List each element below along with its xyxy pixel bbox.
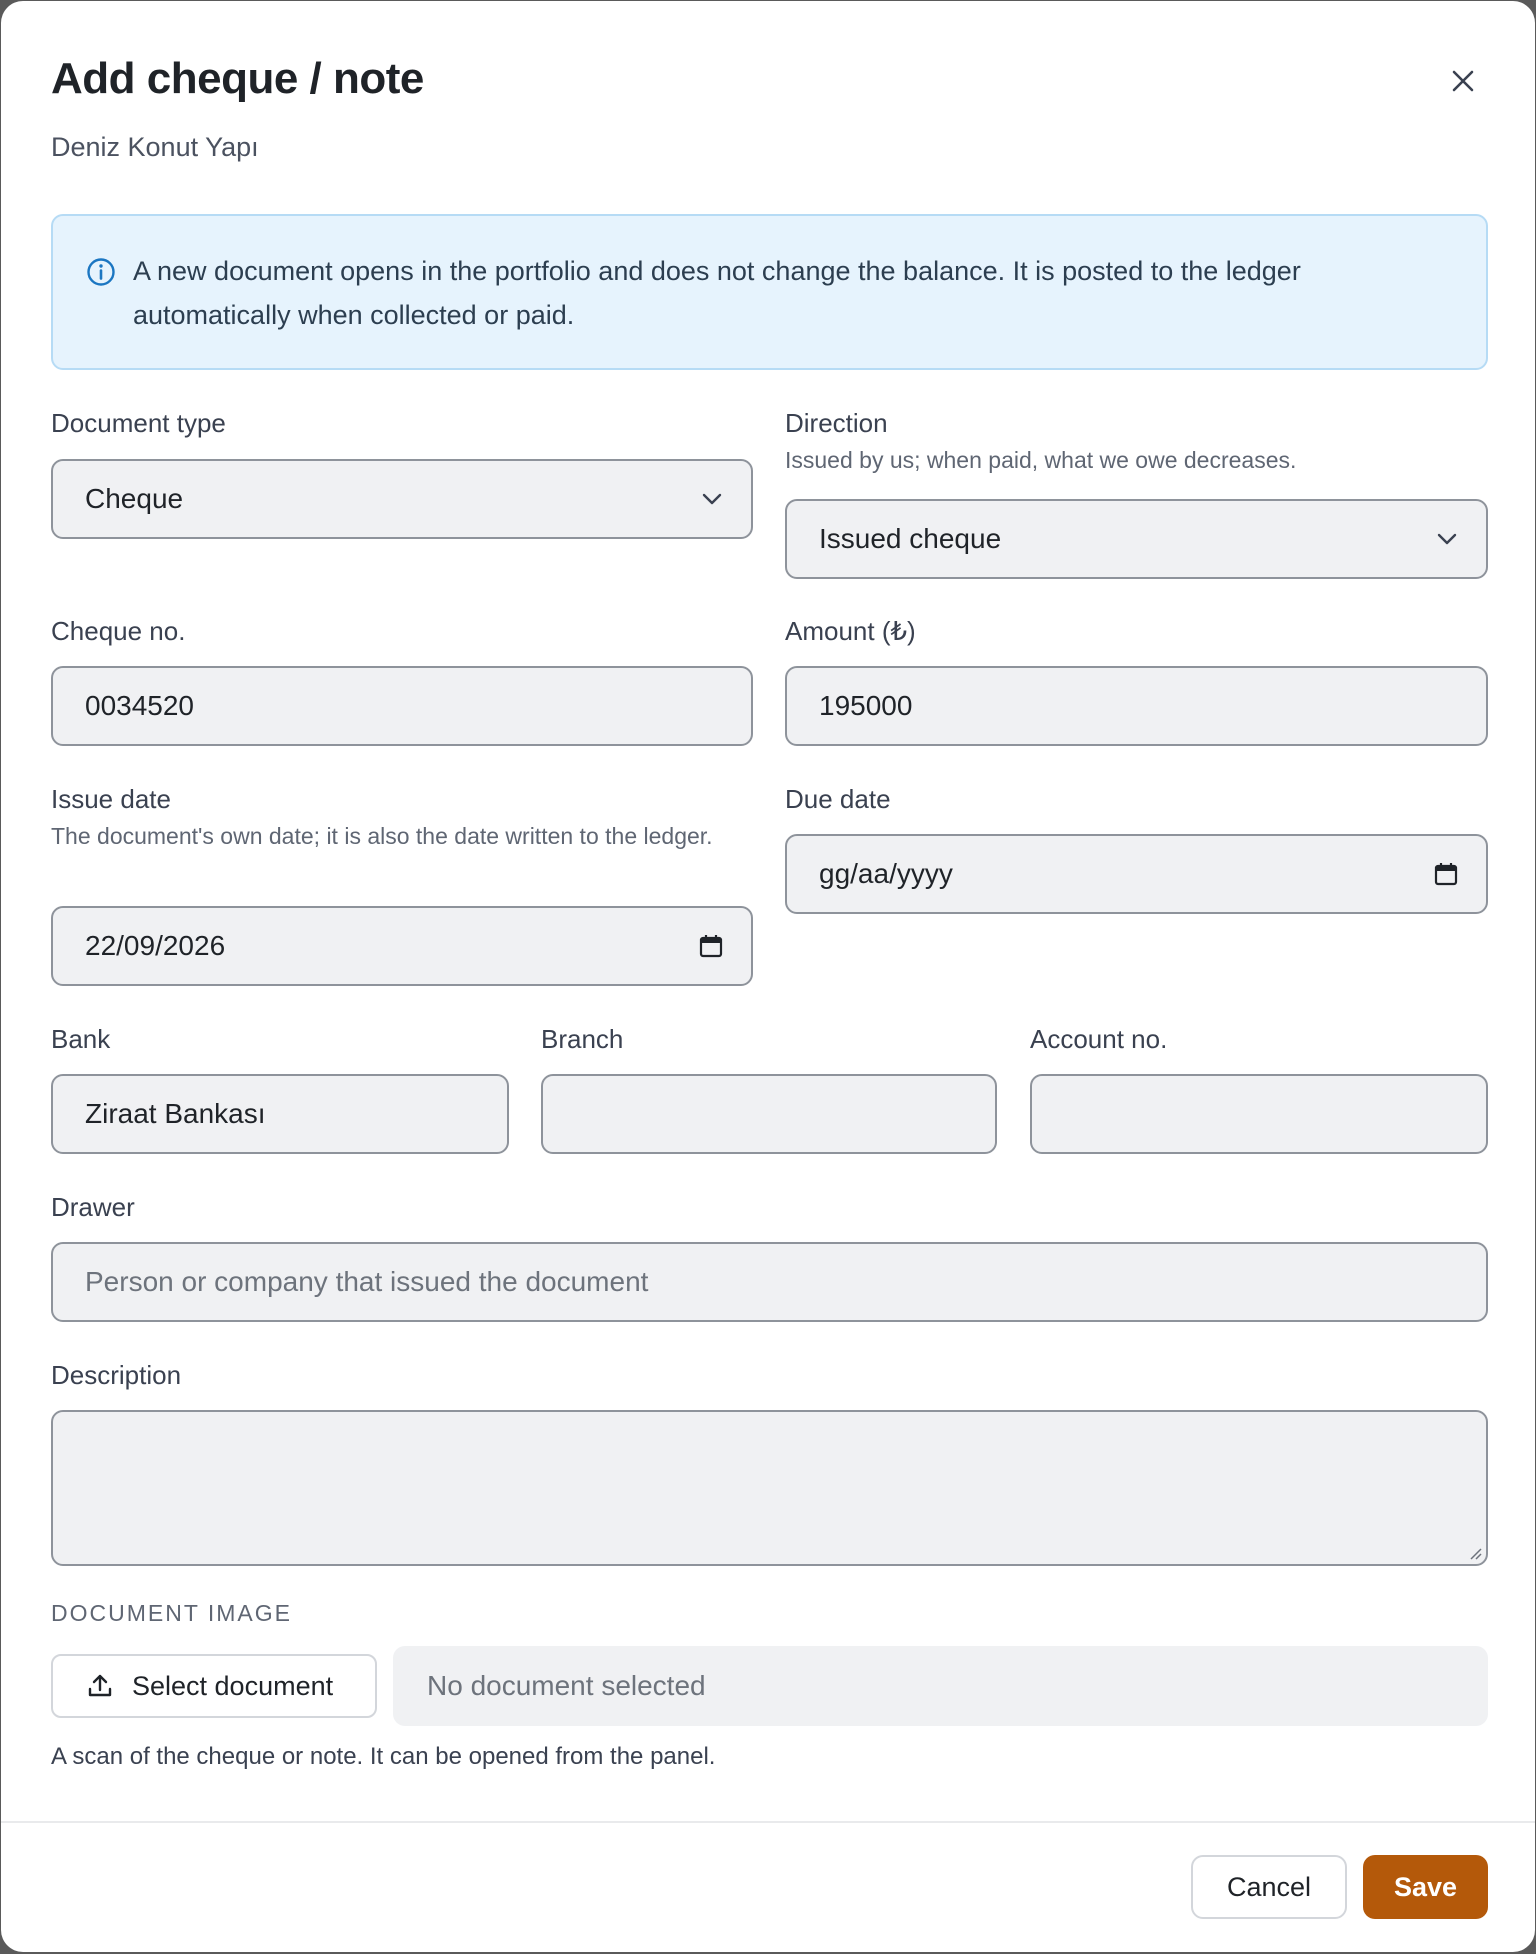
document-type-value: Cheque [85, 483, 184, 514]
amount-field [785, 614, 1488, 721]
dialog-title: Add cheque / note [51, 54, 424, 103]
due-date-field [785, 782, 1488, 889]
branch-input[interactable] [541, 1074, 997, 1154]
resize-handle-icon[interactable] [1468, 1546, 1482, 1560]
add-cheque-dialog [1, 1, 1535, 1952]
cheque-no-label: Cheque no. [51, 616, 186, 646]
account-no-input[interactable] [1030, 1074, 1488, 1154]
issue-date-label: Issue date [51, 784, 171, 814]
upload-icon [86, 1672, 114, 1700]
close-button[interactable] [1445, 63, 1481, 99]
dialog-header [51, 49, 1485, 165]
issue-date-hint: The document's own date; it is also the date written to the ledger. [51, 823, 713, 849]
info-icon [86, 257, 116, 287]
issue-date-field [51, 782, 753, 961]
info-text: A new document opens in the portfolio and does not change the balance. It is posted to the ledger automatically when collected or paid. [133, 256, 1301, 330]
document-image-title: DOCUMENT IMAGE [51, 1600, 292, 1626]
direction-field [785, 406, 1488, 554]
description-field [51, 1358, 1488, 1392]
cheque-no-field [51, 614, 753, 721]
bank-input[interactable] [51, 1074, 509, 1154]
cancel-button[interactable]: Cancel [1191, 1855, 1347, 1919]
calendar-icon[interactable] [699, 933, 723, 959]
bank-label: Bank [51, 1024, 111, 1054]
save-button[interactable]: Save [1363, 1855, 1488, 1919]
drawer-placeholder: Person or company that issued the document [85, 1266, 649, 1297]
drawer-label: Drawer [51, 1192, 135, 1222]
footer-divider [1, 1821, 1535, 1823]
description-textarea[interactable] [51, 1410, 1488, 1566]
amount-input[interactable] [785, 666, 1488, 746]
document-type-label: Document type [51, 408, 226, 438]
document-type-select[interactable] [51, 459, 753, 539]
chevron-down-icon [701, 492, 723, 506]
chevron-down-icon [1436, 532, 1458, 546]
document-image-hint: A scan of the cheque or note. It can be opened from the panel. [51, 1743, 716, 1770]
cheque-no-input[interactable] [51, 666, 753, 746]
direction-label: Direction [785, 408, 888, 438]
drawer-input[interactable] [51, 1242, 1488, 1322]
branch-field [541, 1022, 997, 1056]
drawer-field [51, 1190, 1488, 1297]
branch-label: Branch [541, 1024, 624, 1054]
select-document-label: Select document [132, 1670, 334, 1701]
due-date-input[interactable] [785, 834, 1488, 914]
issue-date-input[interactable] [51, 906, 753, 986]
description-label: Description [51, 1360, 182, 1390]
bank-field [51, 1022, 509, 1129]
document-type-field [51, 406, 753, 514]
dialog-subtitle: Deniz Konut Yapı [51, 132, 259, 162]
calendar-icon[interactable] [1434, 861, 1458, 887]
due-date-label: Due date [785, 784, 891, 814]
cheque-no-value: 0034520 [85, 690, 195, 721]
bank-value: Ziraat Bankası [85, 1098, 266, 1129]
account-no-field [1030, 1022, 1488, 1056]
direction-select[interactable] [785, 499, 1488, 579]
account-no-label: Account no. [1030, 1024, 1168, 1054]
direction-value: Issued cheque [819, 523, 1002, 554]
amount-label: Amount (₺) [785, 616, 916, 646]
info-banner [51, 214, 1488, 370]
due-date-placeholder: gg/aa/yyyy [819, 858, 953, 889]
amount-value: 195000 [819, 690, 913, 721]
direction-hint: Issued by us; when paid, what we owe decreases. [785, 447, 1297, 473]
select-document-button[interactable] [51, 1654, 377, 1718]
close-icon [1450, 68, 1476, 94]
issue-date-value: 22/09/2026 [85, 930, 226, 961]
document-status: No document selected [393, 1646, 1488, 1726]
